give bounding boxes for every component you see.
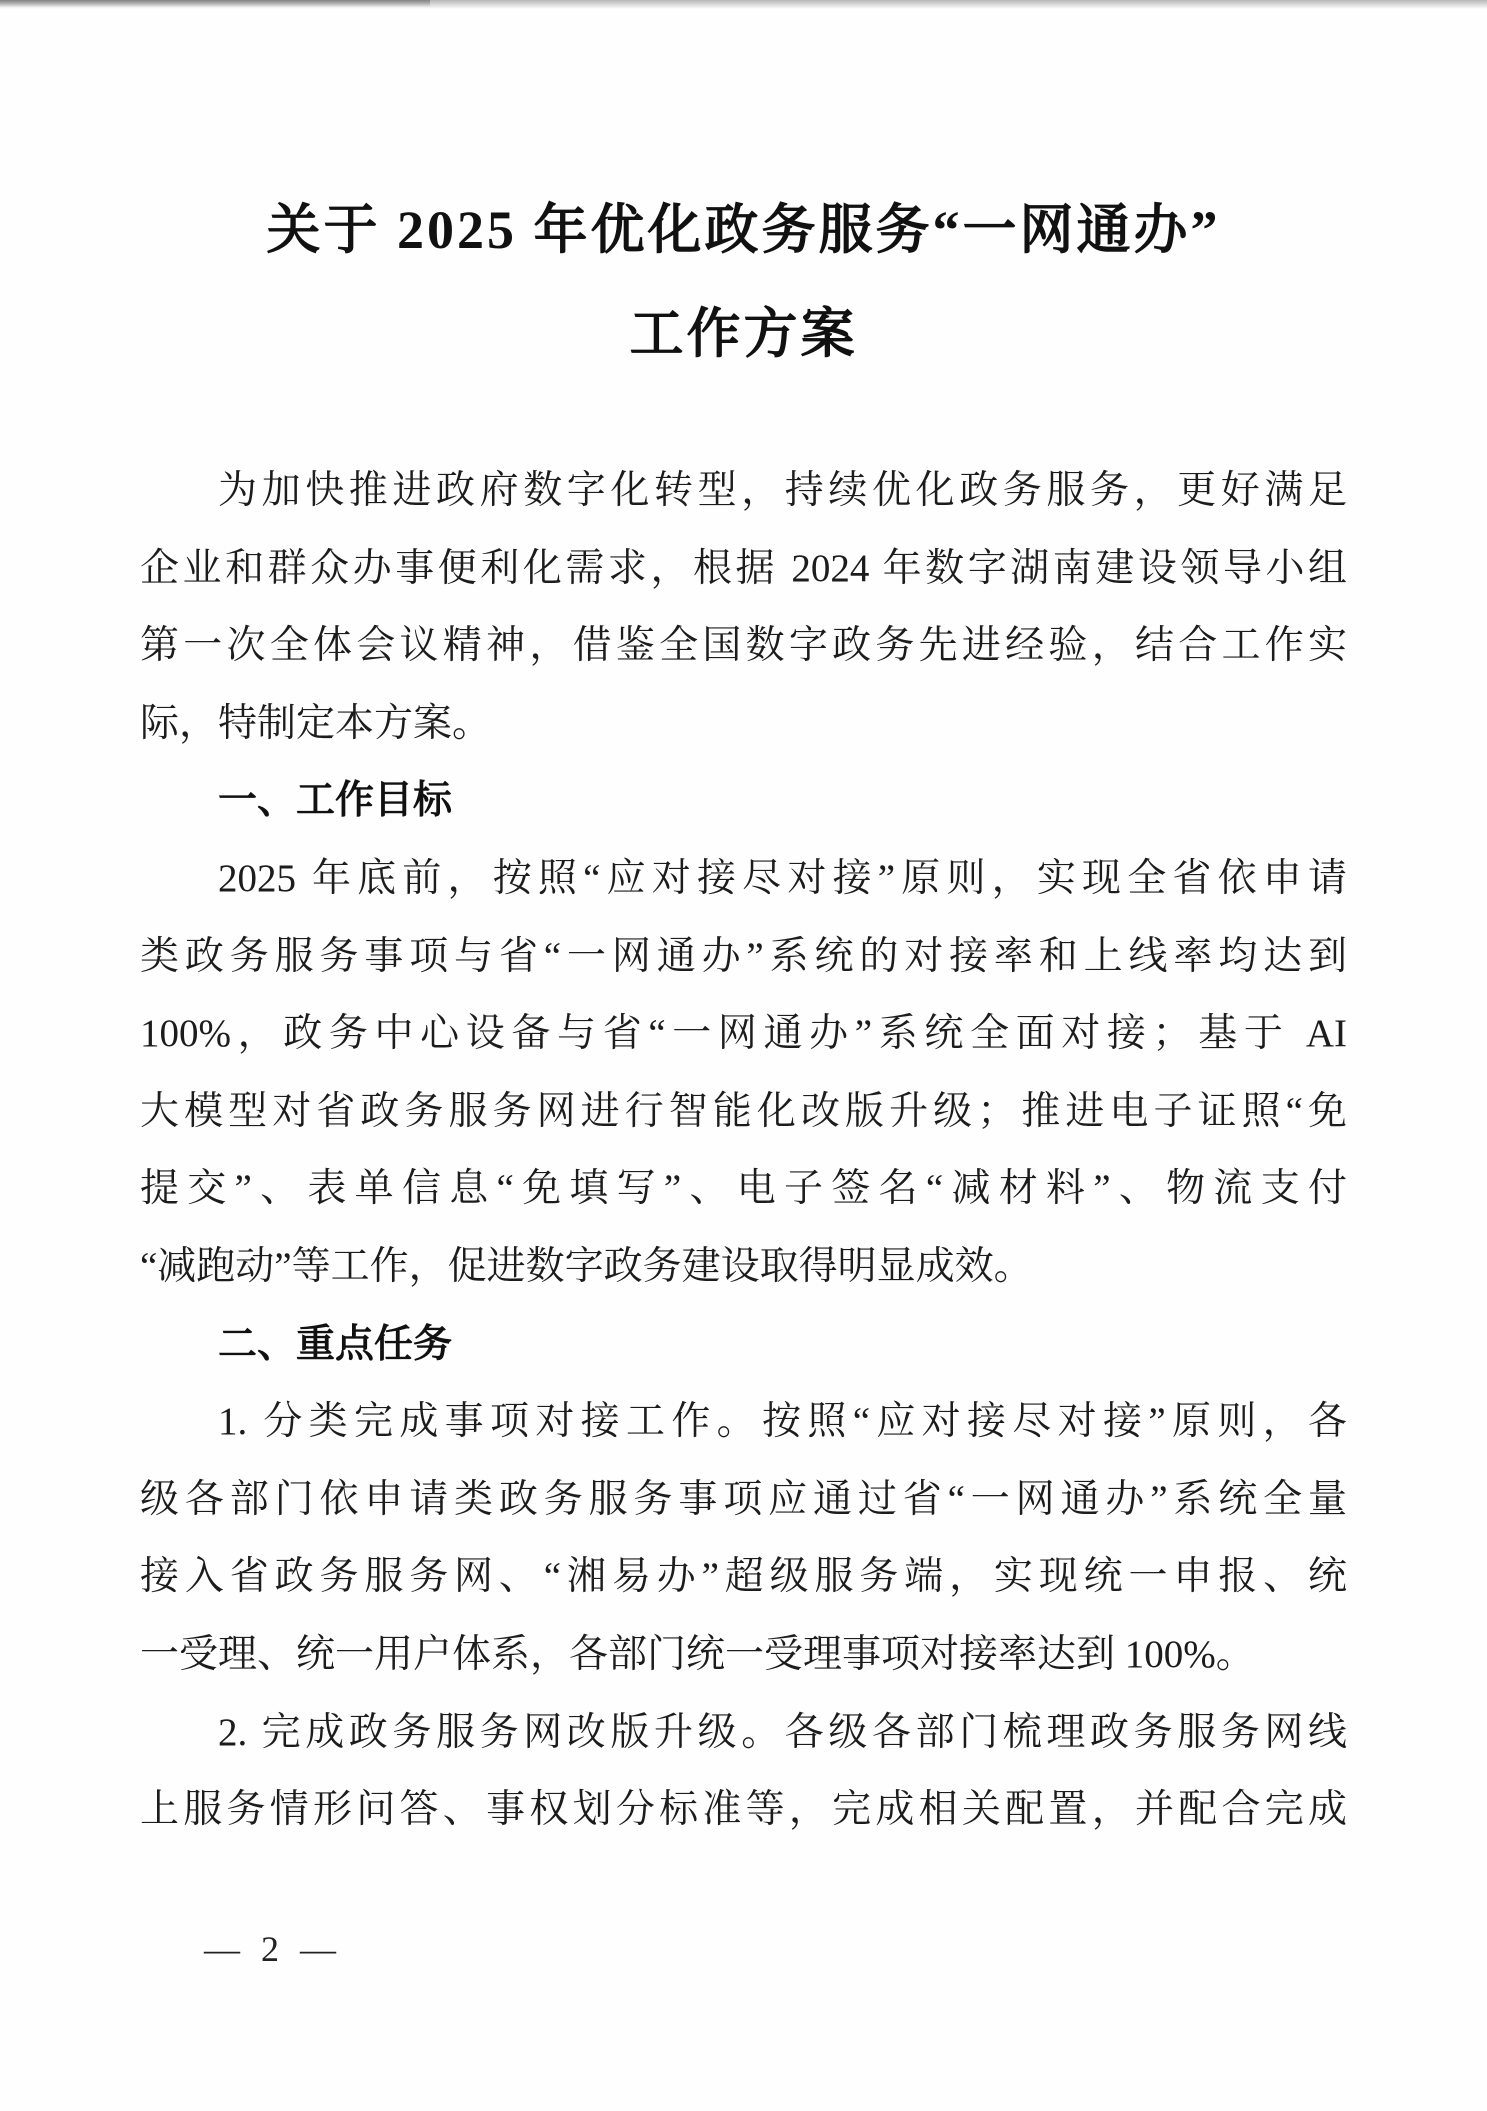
document-body — [140, 452, 1347, 1849]
paragraph-line: 企业和群众办事便利化需求，根据 2024 年数字湖南建设领导小组 — [140, 546, 1347, 590]
paragraph-line: 100%，政务中心设备与省“一网通办”系统全面对接；基于 AI — [140, 1012, 1347, 1056]
page-number: — 2 — — [204, 1929, 342, 1969]
paragraph-line: 第一次全体会议精神，借鉴全国数字政务先进经验，结合工作实 — [140, 624, 1347, 668]
section-heading-work-goals: 一、工作目标 — [218, 779, 453, 823]
paragraph-line: 1. 分类完成事项对接工作。按照“应对接尽对接”原则，各 — [218, 1400, 1347, 1444]
title-line-2: 工作方案 — [629, 304, 858, 364]
paragraph-line: 提交”、表单信息“免填写”、电子签名“减材料”、物流支付 — [140, 1167, 1347, 1211]
paragraph-line: 2025 年底前，按照“应对接尽对接”原则，实现全省依申请 — [218, 856, 1347, 900]
scan-edge-artifact-left — [0, 0, 430, 7]
paragraph-line: 大模型对省政务服务网进行智能化改版升级；推进电子证照“免 — [140, 1089, 1347, 1133]
paragraph-line: 2. 完成政务服务网改版升级。各级各部门梳理政务服务网线 — [218, 1710, 1347, 1754]
paragraph-line: 上服务情形问答、事权划分标准等，完成相关配置，并配合完成 — [140, 1788, 1347, 1832]
section-heading-key-tasks: 二、重点任务 — [218, 1322, 453, 1366]
paragraph-line: 类政务服务事项与省“一网通办”系统的对接率和上线率均达到 — [140, 934, 1347, 978]
paragraph-line: 为加快推进政府数字化转型，持续优化政务服务，更好满足 — [218, 469, 1347, 512]
document-title — [0, 178, 1487, 386]
paragraph-line: 级各部门依申请类政务服务事项应通过省“一网通办”系统全量 — [140, 1477, 1347, 1521]
paragraph-line: 一受理、统一用户体系，各部门统一受理事项对接率达到 100%。 — [140, 1632, 1255, 1676]
paragraph-line: 接入省政务服务网、“湘易办”超级服务端，实现统一申报、统 — [140, 1555, 1347, 1599]
title-line-1: 关于 2025 年优化政务服务“一网通办” — [266, 200, 1221, 260]
paragraph-line: “减跑动”等工作，促进数字政务建设取得明显成效。 — [140, 1244, 1033, 1288]
paragraph-line: 际，特制定本方案。 — [140, 701, 492, 745]
